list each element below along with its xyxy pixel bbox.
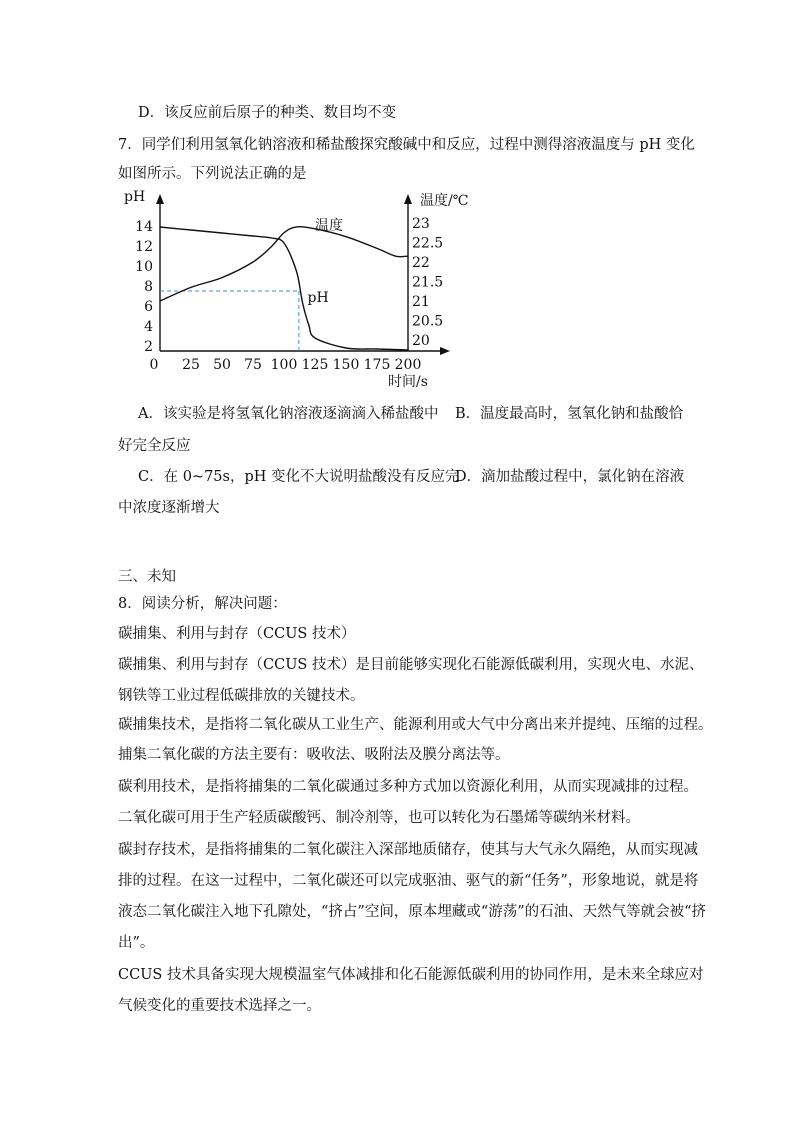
paragraph-7-cont: 气候变化的重要技术选择之一。	[118, 998, 321, 1014]
time-tick-label: 175	[363, 357, 391, 373]
q6-option-d: D．该反应前后原子的种类、数目均不变	[138, 105, 397, 121]
paragraph-6: 碳封存技术，是指将捕集的二氧化碳注入深部地质储存，使其与大气永久隔绝，从而实现减	[118, 842, 698, 858]
paragraph-6-cont-3: 出”。	[118, 935, 155, 951]
ph-tick-label: 6	[144, 299, 153, 315]
q7-option-b-cont: 好完全反应	[118, 438, 191, 454]
ph-tick-label: 12	[135, 239, 153, 255]
ph-tick-label: 2	[144, 339, 153, 355]
paragraph-4: 碳利用技术，是指将捕集的二氧化碳通过多种方式加以资源化利用，从而实现减排的过程。	[118, 779, 698, 795]
ph-tick-label: 8	[144, 279, 153, 295]
q8-stem: 8．阅读分析，解决问题：	[118, 596, 287, 612]
temperature-tick-label: 22	[412, 255, 430, 271]
temperature-tick-label: 22.5	[412, 235, 444, 252]
time-tick-label: 0	[149, 357, 159, 373]
ph-tick-label: 4	[144, 319, 153, 335]
temperature-tick-label: 21	[412, 294, 430, 310]
ph-tick-label: 14	[135, 219, 153, 235]
time-tick-label: 200	[394, 357, 422, 373]
paragraph-2: 碳捕集技术，是指将二氧化碳从工业生产、能源利用或大气中分离出来并提纯、压缩的过程。	[118, 717, 713, 733]
q7-option-b: B．温度最高时，氢氧化钠和盐酸恰	[455, 406, 684, 422]
q7-option-d-cont: 中浓度逐渐增大	[118, 500, 220, 516]
paragraph-3: 捕集二氧化碳的方法主要有：吸收法、吸附法及膜分离法等。	[118, 747, 510, 763]
time-tick-label: 100	[270, 357, 298, 373]
q7-option-a: A．该实验是将氢氧化钠溶液逐滴滴入稀盐酸中	[138, 406, 439, 422]
ph-axis-title: pH	[124, 189, 146, 205]
paragraph-7: CCUS 技术具备实现大规模温室气体减排和化石能源低碳利用的协同作用，是未来全球应对	[118, 967, 704, 983]
paragraph-6-cont-2: 液态二氧化碳注入地下孔隙处，“挤占”空间，原本埋藏或“游荡”的石油、天然气等就会被“挤	[118, 904, 707, 920]
time-tick-label: 25	[182, 357, 200, 373]
time-tick-label: 150	[332, 357, 360, 373]
temperature-axis-arrow	[404, 194, 412, 204]
q7-option-d: D．滴加盐酸过程中，氯化钠在溶液	[455, 469, 685, 485]
time-axis-title: 时间/s	[388, 374, 428, 388]
temperature-tick-label: 23	[412, 216, 430, 232]
temperature-tick-label: 20	[412, 333, 430, 349]
temperature-axis-title: 温度/℃	[420, 193, 469, 209]
q7-option-c: C．在 0~75s，pH 变化不大说明盐酸没有反应完	[138, 469, 460, 485]
temperature-tick-label: 20.5	[412, 313, 444, 330]
ph-curve-label: pH	[307, 290, 329, 306]
ph-axis-arrow	[156, 194, 164, 204]
paragraph-6-cont-1: 排的过程。在这一过程中，二氧化碳还可以完成驱油、驱气的新“任务”，形象地说，就是将	[118, 873, 699, 889]
q7-stem-cont: 如图所示。下列说法正确的是	[118, 166, 307, 182]
paragraph-1: 碳捕集、利用与封存（CCUS 技术）是目前能够实现化石能源低碳利用，实现火电、水泥、	[118, 657, 704, 673]
paragraph-1-cont: 钢铁等工业过程低碳排放的关键技术。	[118, 688, 365, 704]
temperature-tick-label: 21.5	[412, 274, 444, 291]
article-title: 碳捕集、利用与封存（CCUS 技术）	[118, 626, 356, 642]
temperature-curve-label: 温度	[315, 218, 343, 234]
time-tick-label: 75	[244, 357, 262, 373]
ph-temperature-chart	[118, 188, 478, 388]
q7-stem: 7．同学们利用氢氧化钠溶液和稀盐酸探究酸碱中和反应，过程中测得溶液温度与 pH 变化	[118, 137, 695, 153]
section-heading: 三、未知	[118, 569, 176, 585]
time-tick-label: 50	[213, 357, 231, 373]
time-axis-arrow	[440, 347, 450, 355]
time-tick-label: 125	[301, 357, 329, 373]
ph-tick-label: 10	[135, 259, 153, 275]
temperature-curve	[160, 227, 408, 301]
paragraph-5: 二氧化碳可用于生产轻质碳酸钙、制冷剂等，也可以转化为石墨烯等碳纳米材料。	[118, 810, 640, 826]
